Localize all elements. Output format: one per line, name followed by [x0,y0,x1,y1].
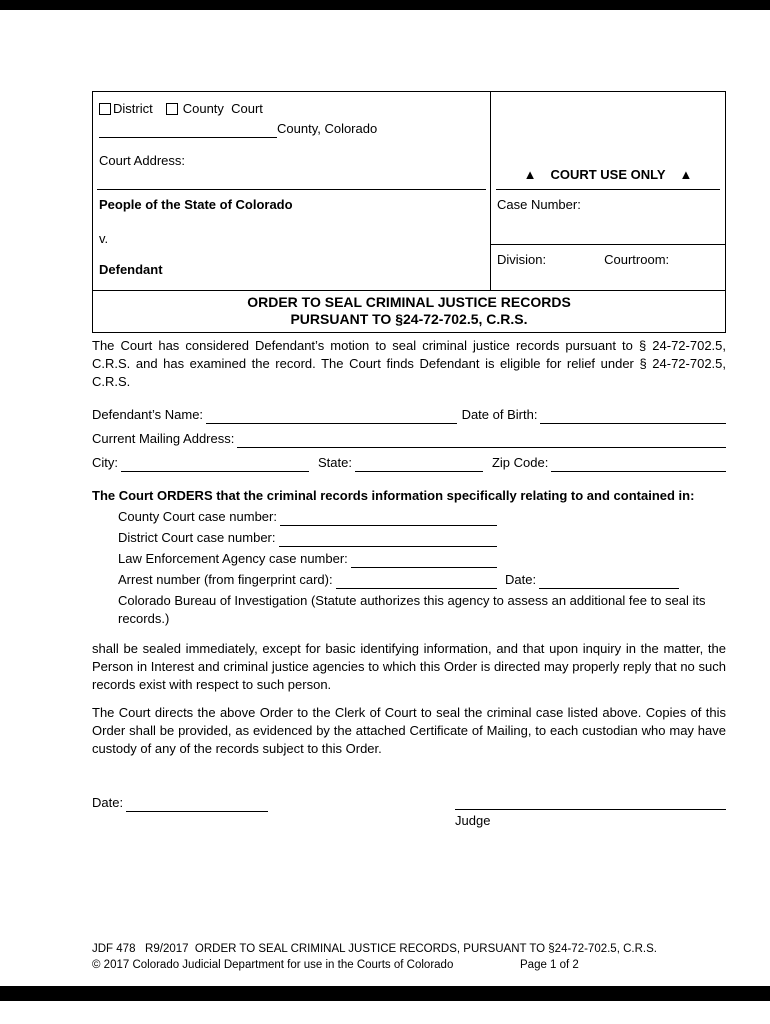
court-address-label: Court Address: [99,153,185,168]
county-colorado-label: County, Colorado [277,121,378,136]
page-footer [92,942,740,973]
arrest-number-label: Arrest number (from fingerprint card): [118,572,333,587]
defendant-name-field[interactable] [206,409,457,424]
sealed-paragraph: shall be sealed immediately, except for basic identifying information, and that upon inquiry in the matter, the Person in Interest and criminal justice agencies to which this Order is directed may properly reply that no such records exist with respect to such person. [92,641,726,692]
date-label: Date: [92,795,124,810]
defendant-heading: Defendant [99,262,163,277]
state-field[interactable] [355,457,483,472]
law-enforcement-case-field[interactable] [351,553,497,568]
district-checkbox[interactable] [99,103,111,115]
city-label: City: [92,455,118,470]
zip-label: Zip Code: [491,455,549,470]
triangle-icon: ▲ [523,167,537,182]
judge-label: Judge [455,813,491,828]
caption-table [92,91,726,333]
district-label: District [113,101,153,116]
court-address-field[interactable] [97,189,486,190]
county-court-checkbox[interactable] [166,103,178,115]
district-court-case-label: District Court case number: [118,530,276,545]
court-use-only-label: COURT USE ONLY [550,167,666,182]
plaintiff-title: People of the State of Colorado [99,197,293,212]
city-field[interactable] [121,457,309,472]
mailing-address-field[interactable] [237,433,726,448]
bottom-border-bar [0,986,770,1001]
triangle-icon: ▲ [679,167,693,182]
district-court-case-field[interactable] [279,532,498,547]
form-title-line1: ORDER TO SEAL CRIMINAL JUSTICE RECORDS [247,294,571,310]
court-use-cell [491,92,725,290]
footer-form-id: JDF 478 R9/2017 ORDER TO SEAL CRIMINAL JUSTICE RECORDS, PURSUANT TO §24-72-702.5, C.R.S. [92,943,657,955]
court-use-divider [496,189,720,190]
judge-signature-field[interactable] [455,794,726,810]
form-body [92,337,726,829]
courtroom-label: Courtroom: [604,252,670,267]
footer-copyright: © 2017 Colorado Judicial Department for use in the Courts of Colorado [92,959,454,971]
dob-field[interactable] [540,409,726,424]
case-number-label: Case Number: [491,190,725,245]
law-enforcement-case-label: Law Enforcement Agency case number: [118,551,348,566]
division-label: Division: [497,252,547,267]
county-name-field[interactable] [99,124,277,138]
mailing-address-label: Current Mailing Address: [92,431,235,446]
versus-label: v. [99,231,109,246]
date-field[interactable] [126,797,268,812]
state-label: State: [318,455,352,470]
intro-paragraph: The Court has considered Defendant’s motion to seal criminal justice records pursuant to § 24-72-702.5, C.R.S. and has examined the record. The Court finds Defendant is eligible for relief under § 24-72-702.5, C.R.S. [92,338,726,389]
directs-paragraph: The Court directs the above Order to the Clerk of Court to seal the criminal case listed above. Copies of this Order shall be provided, as evidenced by the attached Certificate of Mailing, to each custodian who may have custody of any of the records subject to this Order. [92,705,726,756]
county-court-label: County Court [182,101,263,116]
arrest-date-field[interactable] [539,574,679,589]
arrest-number-field[interactable] [336,574,497,589]
court-info-cell [93,92,491,290]
county-court-case-field[interactable] [280,511,497,526]
zip-field[interactable] [551,457,726,472]
orders-heading: The Court ORDERS that the criminal records information specifically relating to and contained in: [92,488,695,503]
county-court-case-label: County Court case number: [118,509,277,524]
top-border-bar [0,0,770,10]
form-title [93,290,725,332]
cbi-item: Colorado Bureau of Investigation (Statute authorizes this agency to assess an additional fee to seal its records.) [118,593,706,626]
arrest-date-label: Date: [505,572,537,587]
dob-label: Date of Birth: [461,407,538,422]
form-title-line2: PURSUANT TO §24-72-702.5, C.R.S. [290,311,528,327]
defendant-name-label: Defendant’s Name: [92,407,204,422]
footer-page-info: Page 1 of 2 [520,959,579,971]
